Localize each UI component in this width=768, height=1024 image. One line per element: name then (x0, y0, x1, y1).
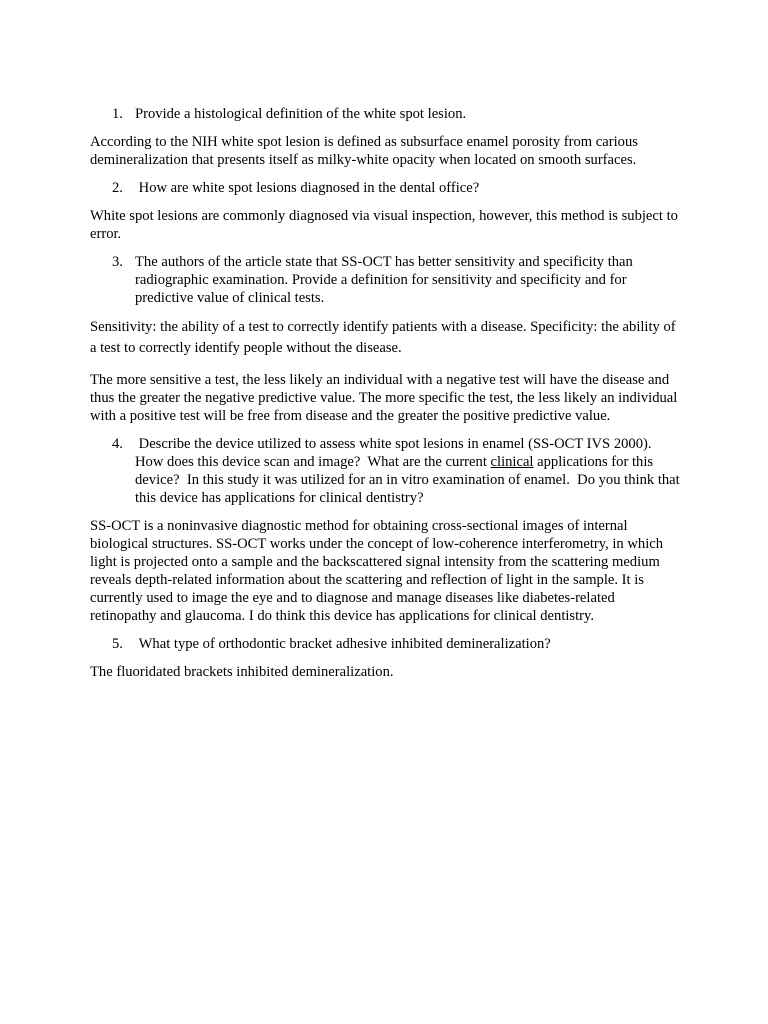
question-text: The authors of the article state that SS-OCT has better sensitivity and specificity than radiographic examination. Provide a definition for sensitivity and specificity and for predictive value of clinical tests. (135, 254, 633, 306)
question-text-part-2: applications for this device? In this study it was utilized for an in vitro examination of enamel. Do you think that this device has applications for clinical dentistry? (135, 454, 684, 506)
answer-1: According to the NIH white spot lesion is defined as subsurface enamel porosity from carious demineralization that presents itself as milky-white opacity when located on smooth surfaces. (90, 134, 638, 168)
question-number: 3. (112, 254, 123, 270)
question-text: Provide a histological definition of the white spot lesion. (135, 106, 467, 122)
question-text: How are white spot lesions diagnosed in the dental office? (135, 180, 480, 196)
answer-5: The fluoridated brackets inhibited demineralization. (90, 664, 394, 680)
answer-4: SS-OCT is a noninvasive diagnostic method for obtaining cross-sectional images of internal biological structures. SS-OCT works under the concept of low-coherence interferometry, in which light is projected onto a sample and the backscattered signal intensity from the scattering medium reveals depth-related information about the scattering and reflection of light in the sample. It is currently used to image the eye and to diagnose and manage diseases like diabetes-related retinopathy and glaucoma. I do think this device has applications for clinical dentistry. (90, 518, 664, 624)
question-5 (90, 635, 680, 653)
question-number: 5. (112, 636, 123, 652)
question-number: 2. (112, 180, 123, 196)
question-3 (90, 253, 680, 307)
question-text (135, 435, 684, 507)
question-text-part-1: Describe the device utilized to assess white spot lesions in enamel (SS-OCT IVS 2000). How does this device scan and image? What are the current (135, 436, 659, 470)
question-4 (90, 435, 684, 507)
question-text: What type of orthodontic bracket adhesive inhibited demineralization? (135, 636, 551, 652)
question-number: 4. (112, 436, 123, 452)
answer-2: White spot lesions are commonly diagnosed via visual inspection, however, this method is subject to error. (90, 208, 678, 242)
question-number: 1. (112, 106, 123, 122)
answer-3-definitions: Sensitivity: the ability of a test to correctly identify patients with a disease. Specificity: the ability of a test to correctly identify people without the disease. (90, 319, 676, 356)
underlined-word-clinical: clinical (490, 454, 534, 470)
question-2 (90, 179, 680, 197)
document-page (90, 105, 684, 691)
question-1 (90, 105, 680, 123)
answer-3-predictive-value: The more sensitive a test, the less likely an individual with a negative test will have the disease and thus the greater the negative predictive value. The more specific the test, the less likely an individual with a positive test will be free from disease and the greater the positive predictive value. (90, 372, 678, 424)
